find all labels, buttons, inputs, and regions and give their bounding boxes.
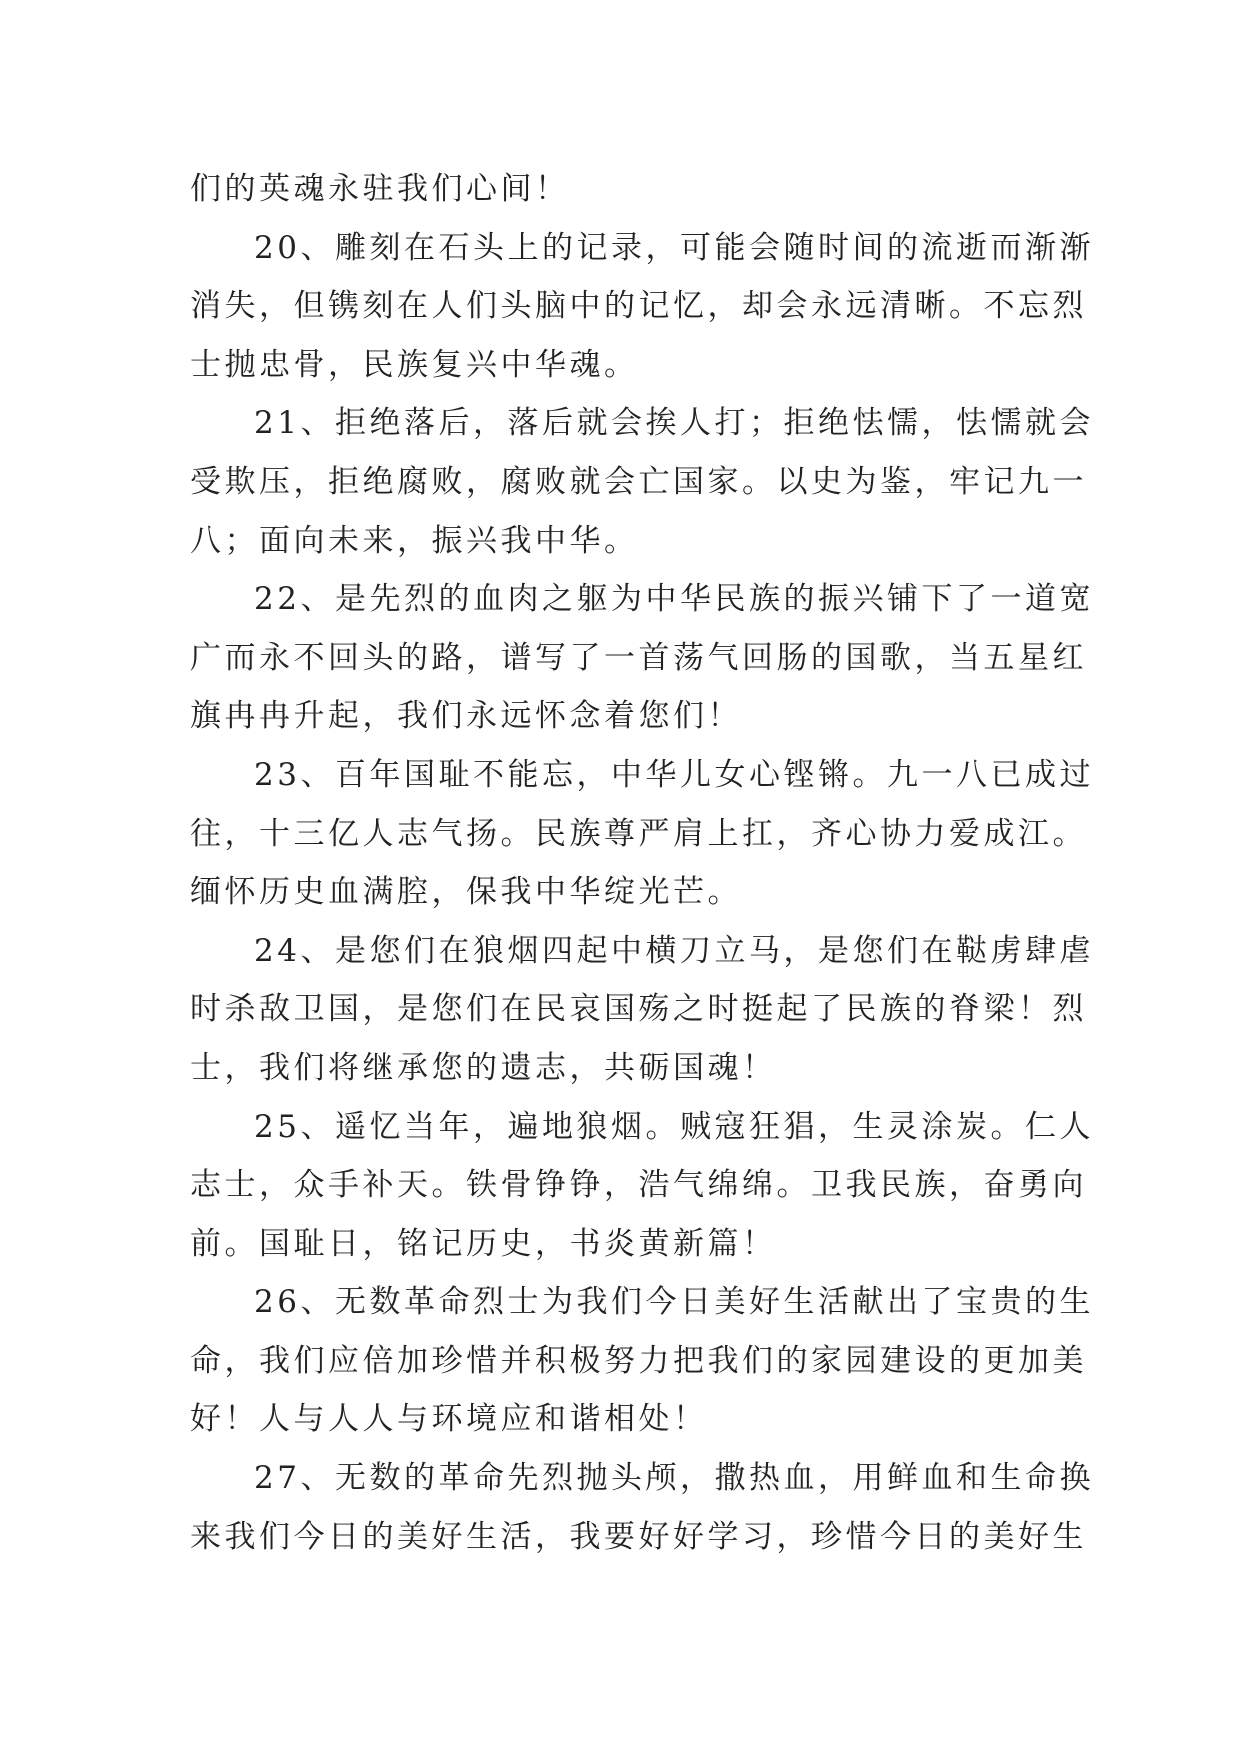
paragraph-first-line: 20、雕刻在石头上的记录，可能会随时间的流逝而渐渐 [254, 229, 1094, 266]
paragraph-first-line: 21、拒绝落后，落后就会挨人打；拒绝怯懦，怯懦就会 [254, 405, 1094, 442]
text-line: 命，我们应倍加珍惜并积极努力把我们的家园建设的更加美 [190, 1342, 1087, 1379]
text-line: 士抛忠骨，民族复兴中华魂。 [190, 346, 639, 383]
text-line: 好！人与人人与环境应和谐相处！ [190, 1401, 708, 1438]
text-line: 往，十三亿人志气扬。民族尊严肩上扛，齐心协力爱成江。 [190, 815, 1087, 852]
text-line: 广而永不回头的路，谱写了一首荡气回肠的国歌，当五星红 [190, 639, 1087, 676]
paragraph-first-line: 24、是您们在狼烟四起中横刀立马，是您们在鞑虏肆虐 [254, 932, 1094, 969]
text-line: 缅怀历史血满腔，保我中华绽光芒。 [190, 874, 742, 911]
text-line: 受欺压，拒绝腐败，腐败就会亡国家。以史为鉴，牢记九一 [190, 463, 1087, 500]
text-line: 士，我们将继承您的遗志，共砺国魂！ [190, 1049, 777, 1086]
document-body [190, 160, 1094, 1566]
text-line: 们的英魂永驻我们心间！ [190, 171, 570, 207]
text-line: 志士，众手补天。铁骨铮铮，浩气绵绵。卫我民族，奋勇向 [190, 1167, 1087, 1204]
paragraph-first-line: 23、百年国耻不能忘，中华儿女心铿锵。九一八已成过 [254, 756, 1094, 793]
paragraph-first-line: 22、是先烈的血肉之躯为中华民族的振兴铺下了一道宽 [254, 581, 1094, 618]
text-line: 前。国耻日，铭记历史，书炎黄新篇！ [190, 1225, 777, 1262]
paragraph-first-line: 25、遥忆当年，遍地狼烟。贼寇狂猖，生灵涂炭。仁人 [254, 1108, 1094, 1145]
text-line: 时杀敌卫国，是您们在民哀国殇之时挺起了民族的脊梁！烈 [190, 991, 1087, 1028]
text-line: 消失，但镌刻在人们头脑中的记忆，却会永远清晰。不忘烈 [190, 288, 1087, 325]
text-line: 旗冉冉升起，我们永远怀念着您们！ [190, 698, 742, 735]
text-line: 八；面向未来，振兴我中华。 [190, 522, 639, 559]
paragraph-first-line: 27、无数的革命先烈抛头颅，撒热血，用鲜血和生命换 [254, 1460, 1094, 1497]
paragraph-first-line: 26、无数革命烈士为我们今日美好生活献出了宝贵的生 [254, 1284, 1094, 1321]
text-line: 来我们今日的美好生活，我要好好学习，珍惜今日的美好生 [190, 1518, 1087, 1555]
